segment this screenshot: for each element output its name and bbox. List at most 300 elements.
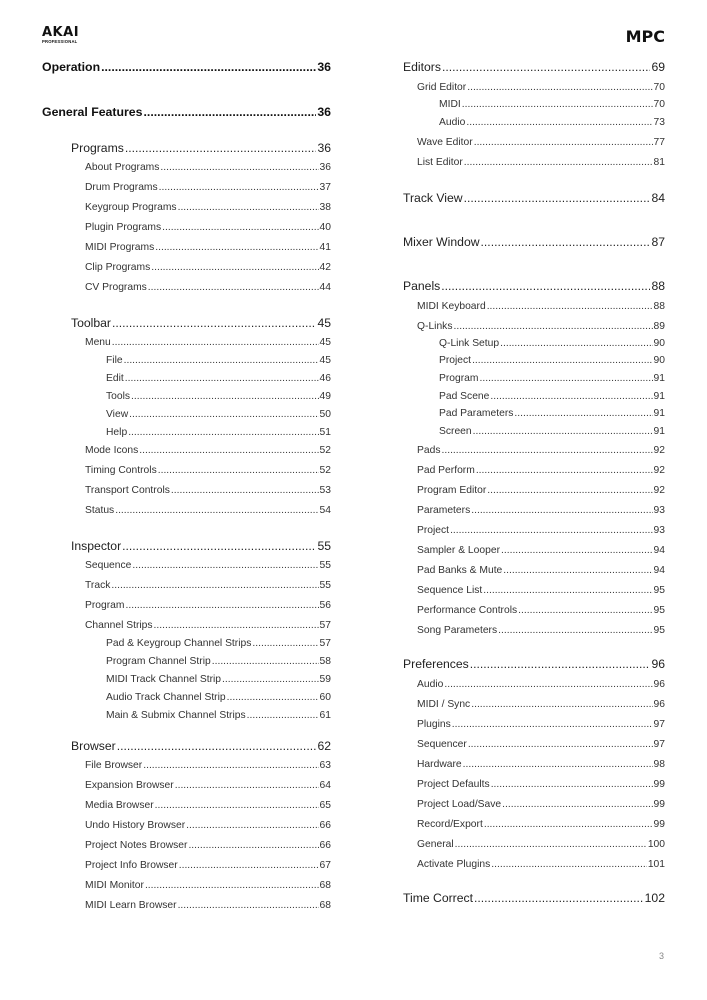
- toc-entry-title: Channel Strips: [85, 620, 153, 631]
- toc-entry-page: 91: [653, 426, 665, 437]
- toc-entry[interactable]: [85, 504, 331, 518]
- toc-entry-leader-dots: [128, 426, 318, 440]
- toc-entry-title: Pad Parameters: [439, 408, 514, 419]
- toc-entry-leader-dots: [453, 320, 652, 334]
- toc-entry-title: Q-Links: [417, 321, 453, 332]
- toc-entry-leader-dots: [171, 484, 319, 498]
- toc-entry-title: Hardware: [417, 759, 462, 770]
- toc-entry-leader-dots: [247, 709, 319, 723]
- toc-entry-title: Pad Perform: [417, 465, 475, 476]
- toc-entry-title: Sequence List: [417, 585, 483, 596]
- toc-entry-page: 99: [653, 819, 665, 830]
- toc-entry-leader-dots: [441, 444, 652, 458]
- toc-entry[interactable]: [417, 678, 665, 692]
- toc-entry-leader-dots: [487, 300, 653, 314]
- toc-entry-page: 96: [653, 679, 665, 690]
- toc-entry-page: 54: [319, 505, 331, 516]
- toc-entry-leader-dots: [143, 759, 318, 773]
- toc-entry[interactable]: [85, 799, 331, 813]
- toc-entry-page: 50: [319, 409, 331, 420]
- toc-entry-page: 102: [644, 891, 665, 905]
- toc-entry[interactable]: [71, 141, 331, 155]
- toc-entry-page: 37: [319, 182, 331, 193]
- toc-entry[interactable]: [403, 235, 665, 249]
- toc-entry[interactable]: [85, 181, 331, 195]
- toc-entry[interactable]: [85, 161, 331, 175]
- toc-entry[interactable]: [417, 738, 665, 752]
- toc-entry[interactable]: [85, 261, 331, 275]
- toc-entry-page: 84: [651, 191, 665, 205]
- toc-entry-page: 90: [653, 338, 665, 349]
- toc-entry-leader-dots: [476, 464, 653, 478]
- toc-entry-leader-dots: [514, 407, 652, 421]
- toc-entry-page: 81: [653, 157, 665, 168]
- toc-entry[interactable]: [439, 116, 665, 130]
- toc-entry-title: Wave Editor: [417, 137, 473, 148]
- toc-entry[interactable]: [85, 599, 331, 613]
- toc-entry-title: Screen: [439, 426, 472, 437]
- toc-entry-page: 68: [319, 900, 331, 911]
- toc-entry-title: Plugins: [417, 719, 451, 730]
- toc-entry-title: Sampler & Looper: [417, 545, 500, 556]
- toc-entry-leader-dots: [179, 859, 319, 873]
- toc-entry-leader-dots: [483, 584, 652, 598]
- toc-entry-leader-dots: [479, 372, 652, 386]
- toc-entry[interactable]: [106, 408, 331, 422]
- toc-entry-leader-dots: [111, 579, 318, 593]
- toc-entry-page: 93: [653, 505, 665, 516]
- toc-entry[interactable]: [85, 859, 331, 873]
- toc-entry-leader-dots: [131, 390, 318, 404]
- toc-entry[interactable]: [417, 604, 665, 618]
- toc-entry-title: Song Parameters: [417, 625, 498, 636]
- toc-entry-title: Time Correct: [403, 891, 473, 905]
- toc-entry-title: Pad Scene: [439, 391, 490, 402]
- toc-entry-title: MIDI Monitor: [85, 880, 144, 891]
- toc-entry-leader-dots: [154, 619, 319, 633]
- toc-entry-page: 45: [319, 355, 331, 366]
- toc-entry-title: Keygroup Programs: [85, 202, 177, 213]
- toc-entry[interactable]: [417, 504, 665, 518]
- toc-entry-page: 36: [319, 162, 331, 173]
- toc-entry-title: Program: [85, 600, 125, 611]
- toc-entry-leader-dots: [125, 599, 318, 613]
- toc-entry-page: 42: [319, 262, 331, 273]
- toc-entry-page: 66: [319, 820, 331, 831]
- toc-entry[interactable]: [85, 281, 331, 295]
- toc-entry-page: 62: [317, 739, 331, 753]
- toc-entry-page: 49: [319, 391, 331, 402]
- toc-entry[interactable]: [85, 899, 331, 913]
- toc-entry[interactable]: [403, 891, 665, 905]
- toc-entry-leader-dots: [462, 98, 653, 112]
- toc-entry[interactable]: [403, 657, 665, 671]
- toc-entry-title: Project: [417, 525, 450, 536]
- toc-entry[interactable]: [417, 858, 665, 872]
- toc-entry-title: Parameters: [417, 505, 471, 516]
- toc-entry-title: Undo History Browser: [85, 820, 186, 831]
- toc-entry-title: General Features: [42, 105, 143, 119]
- toc-entry-title: Clip Programs: [85, 262, 151, 273]
- toc-entry-title: Performance Controls: [417, 605, 518, 616]
- toc-entry[interactable]: [417, 444, 665, 458]
- toc-entry-leader-dots: [151, 261, 318, 275]
- toc-entry-title: Program Editor: [417, 485, 487, 496]
- toc-entry-page: 44: [319, 282, 331, 293]
- toc-entry-page: 96: [653, 699, 665, 710]
- toc-entry-page: 52: [319, 465, 331, 476]
- toc-entry[interactable]: [417, 584, 665, 598]
- toc-entry[interactable]: [85, 464, 331, 478]
- mpc-logo: MPC: [625, 27, 665, 46]
- toc-entry-page: 45: [317, 316, 331, 330]
- toc-entry-leader-dots: [155, 241, 318, 255]
- toc-entry-title: Tools: [106, 391, 131, 402]
- toc-entry[interactable]: [417, 698, 665, 712]
- toc-entry-page: 97: [653, 739, 665, 750]
- toc-entry[interactable]: [439, 372, 665, 386]
- toc-entry-title: Menu: [85, 337, 111, 348]
- toc-entry-title: Media Browser: [85, 800, 154, 811]
- toc-entry-page: 91: [653, 391, 665, 402]
- toc-entry-page: 97: [653, 719, 665, 730]
- toc-entry-title: Edit: [106, 373, 124, 384]
- toc-entry-page: 63: [319, 760, 331, 771]
- toc-entry-leader-dots: [463, 758, 653, 772]
- toc-entry[interactable]: [85, 879, 331, 893]
- toc-entry-leader-dots: [518, 604, 652, 618]
- toc-entry-leader-dots: [473, 425, 653, 439]
- toc-entry[interactable]: [439, 425, 665, 439]
- toc-entry-title: Status: [85, 505, 115, 516]
- toc-entry-page: 70: [653, 82, 665, 93]
- toc-entry-leader-dots: [143, 105, 316, 119]
- toc-entry-title: Help: [106, 427, 128, 438]
- toc-entry-title: CV Programs: [85, 282, 147, 293]
- toc-entry[interactable]: [403, 60, 665, 74]
- toc-entry-title: MIDI Track Channel Strip: [106, 674, 222, 685]
- toc-entry[interactable]: [42, 105, 331, 119]
- toc-entry-title: Operation: [42, 60, 101, 74]
- toc-entry[interactable]: [106, 691, 331, 705]
- toc-entry[interactable]: [85, 241, 331, 255]
- toc-entry-title: Track View: [403, 191, 463, 205]
- toc-entry[interactable]: [417, 778, 665, 792]
- toc-entry-leader-dots: [491, 778, 653, 792]
- toc-entry-leader-dots: [503, 564, 652, 578]
- akai-logo-word: AKAI: [42, 25, 80, 40]
- toc-entry-page: 89: [653, 321, 665, 332]
- toc-entry-title: Pads: [417, 445, 441, 456]
- toc-entry-title: Mixer Window: [403, 235, 480, 249]
- toc-entry-leader-dots: [139, 444, 318, 458]
- toc-entry[interactable]: [106, 426, 331, 440]
- toc-entry-page: 92: [653, 465, 665, 476]
- toc-entry-leader-dots: [117, 739, 317, 753]
- toc-entry-leader-dots: [129, 408, 318, 422]
- toc-entry-leader-dots: [188, 839, 318, 853]
- toc-entry-leader-dots: [148, 281, 319, 295]
- toc-entry-leader-dots: [222, 673, 319, 687]
- toc-entry-title: Browser: [71, 739, 116, 753]
- toc-entry-page: 99: [653, 799, 665, 810]
- toc-entry-leader-dots: [160, 161, 318, 175]
- toc-entry-leader-dots: [441, 279, 650, 293]
- toc-entry-leader-dots: [178, 899, 319, 913]
- toc-entry[interactable]: [417, 818, 665, 832]
- toc-entry-page: 59: [319, 674, 331, 685]
- toc-entry-title: Transport Controls: [85, 485, 170, 496]
- toc-entry-leader-dots: [491, 858, 647, 872]
- toc-entry[interactable]: [42, 60, 331, 74]
- toc-entry[interactable]: [403, 279, 665, 293]
- toc-entry[interactable]: [417, 81, 665, 95]
- toc-entry-leader-dots: [490, 390, 652, 404]
- toc-entry[interactable]: [417, 758, 665, 772]
- toc-entry-title: Editors: [403, 60, 441, 74]
- toc-entry-page: 87: [651, 235, 665, 249]
- toc-entry-page: 77: [653, 137, 665, 148]
- toc-entry-title: Project Info Browser: [85, 860, 178, 871]
- akai-logo: [42, 27, 90, 44]
- toc-entry[interactable]: [106, 673, 331, 687]
- toc-entry-page: 101: [647, 859, 665, 870]
- toc-entry-leader-dots: [178, 201, 319, 215]
- toc-entry-page: 61: [319, 710, 331, 721]
- toc-entry-leader-dots: [158, 464, 319, 478]
- toc-entry-leader-dots: [467, 81, 652, 95]
- toc-entry-title: Activate Plugins: [417, 859, 491, 870]
- toc-entry-leader-dots: [155, 799, 319, 813]
- toc-entry-leader-dots: [471, 698, 652, 712]
- toc-entry[interactable]: [417, 524, 665, 538]
- toc-entry[interactable]: [417, 544, 665, 558]
- toc-entry[interactable]: [417, 136, 665, 150]
- toc-entry[interactable]: [106, 354, 331, 368]
- toc-entry-title: View: [106, 409, 129, 420]
- toc-entry-title: MIDI / Sync: [417, 699, 471, 710]
- toc-entry[interactable]: [85, 839, 331, 853]
- toc-entry[interactable]: [439, 390, 665, 404]
- toc-entry-page: 55: [317, 539, 331, 553]
- toc-entry-leader-dots: [500, 337, 652, 351]
- toc-entry-title: Project: [439, 355, 472, 366]
- toc-entry-title: Audio: [439, 117, 466, 128]
- toc-entry-title: Plugin Programs: [85, 222, 162, 233]
- toc-entry[interactable]: [439, 407, 665, 421]
- toc-entry-title: Q-Link Setup: [439, 338, 500, 349]
- toc-entry-page: 41: [319, 242, 331, 253]
- toc-entry-leader-dots: [474, 891, 644, 905]
- toc-entry-title: Preferences: [403, 657, 469, 671]
- toc-entry-leader-dots: [442, 60, 651, 74]
- page-number: 3: [658, 951, 664, 961]
- toc-entry-leader-dots: [452, 718, 653, 732]
- toc-entry[interactable]: [71, 316, 331, 330]
- toc-entry-page: 68: [319, 880, 331, 891]
- toc-entry-leader-dots: [487, 484, 652, 498]
- toc-entry-page: 52: [319, 445, 331, 456]
- toc-entry-page: 69: [651, 60, 665, 74]
- toc-entry[interactable]: [417, 718, 665, 732]
- toc-entry-leader-dots: [125, 372, 319, 386]
- toc-entry-title: General: [417, 839, 454, 850]
- toc-entry-title: MIDI Keyboard: [417, 301, 486, 312]
- toc-entry-page: 57: [319, 638, 331, 649]
- toc-entry[interactable]: [85, 336, 331, 350]
- toc-entry-leader-dots: [125, 141, 317, 155]
- toc-entry-leader-dots: [186, 819, 318, 833]
- toc-entry[interactable]: [417, 156, 665, 170]
- toc-entry-title: Timing Controls: [85, 465, 157, 476]
- toc-entry[interactable]: [85, 579, 331, 593]
- toc-entry-title: Programs: [71, 141, 124, 155]
- toc-entry-leader-dots: [502, 798, 652, 812]
- toc-entry[interactable]: [71, 739, 331, 753]
- toc-entry[interactable]: [417, 320, 665, 334]
- toc-entry-title: Project Defaults: [417, 779, 490, 790]
- toc-entry-title: Audio: [417, 679, 444, 690]
- toc-entry-page: 73: [653, 117, 665, 128]
- toc-entry-page: 64: [319, 780, 331, 791]
- toc-entry-leader-dots: [470, 657, 651, 671]
- toc-entry-page: 70: [653, 99, 665, 110]
- toc-entry-title: Pad Banks & Mute: [417, 565, 503, 576]
- toc-entry-title: About Programs: [85, 162, 160, 173]
- toc-entry-leader-dots: [122, 539, 316, 553]
- toc-entry[interactable]: [106, 709, 331, 723]
- toc-entry[interactable]: [439, 354, 665, 368]
- toc-entry[interactable]: [439, 98, 665, 112]
- toc-entry-page: 57: [319, 620, 331, 631]
- toc-entry-title: Program Channel Strip: [106, 656, 211, 667]
- toc-entry-title: Sequence: [85, 560, 132, 571]
- toc-entry-page: 88: [651, 279, 665, 293]
- toc-entry-page: 92: [653, 445, 665, 456]
- toc-entry-leader-dots: [498, 624, 652, 638]
- toc-entry-title: Pad & Keygroup Channel Strips: [106, 638, 252, 649]
- toc-entry-title: Record/Export: [417, 819, 483, 830]
- toc-entry-title: MIDI Learn Browser: [85, 900, 177, 911]
- toc-entry-leader-dots: [112, 336, 319, 350]
- toc-entry-leader-dots: [481, 235, 651, 249]
- toc-entry-page: 60: [319, 692, 331, 703]
- toc-entry[interactable]: [106, 655, 331, 669]
- toc-entry-leader-dots: [115, 504, 318, 518]
- toc-entry-page: 91: [653, 408, 665, 419]
- toc-entry-leader-dots: [101, 60, 316, 74]
- toc-entry[interactable]: [417, 798, 665, 812]
- toc-entry[interactable]: [85, 484, 331, 498]
- toc-entry[interactable]: [85, 819, 331, 833]
- toc-entry[interactable]: [106, 372, 331, 386]
- toc-entry-leader-dots: [468, 738, 653, 752]
- toc-entry-page: 95: [653, 625, 665, 636]
- toc-entry[interactable]: [106, 390, 331, 404]
- toc-entry-leader-dots: [464, 191, 651, 205]
- toc-entry-leader-dots: [212, 655, 319, 669]
- toc-entry-title: Expansion Browser: [85, 780, 174, 791]
- toc-entry-leader-dots: [464, 156, 653, 170]
- toc-entry-leader-dots: [455, 838, 647, 852]
- toc-entry-leader-dots: [145, 879, 319, 893]
- toc-entry-page: 36: [317, 141, 331, 155]
- toc-entry-leader-dots: [444, 678, 652, 692]
- toc-entry-leader-dots: [501, 544, 653, 558]
- toc-entry-page: 94: [653, 545, 665, 556]
- toc-entry-page: 38: [319, 202, 331, 213]
- toc-entry[interactable]: [71, 539, 331, 553]
- toc-entry-title: Grid Editor: [417, 82, 467, 93]
- toc-entry-page: 88: [653, 301, 665, 312]
- toc-entry[interactable]: [417, 624, 665, 638]
- toc-entry-page: 45: [319, 337, 331, 348]
- toc-entry[interactable]: [85, 619, 331, 633]
- toc-entry-title: Project Load/Save: [417, 799, 502, 810]
- toc-entry-page: 96: [651, 657, 665, 671]
- toc-entry-page: 95: [653, 605, 665, 616]
- toc-entry-page: 65: [319, 800, 331, 811]
- toc-entry-page: 58: [319, 656, 331, 667]
- toc-entry-page: 51: [319, 427, 331, 438]
- toc-entry-leader-dots: [472, 354, 652, 368]
- toc-entry[interactable]: [85, 559, 331, 573]
- toc-entry[interactable]: [85, 201, 331, 215]
- toc-entry-page: 99: [653, 779, 665, 790]
- toc-entry-page: 67: [319, 860, 331, 871]
- toc-entry-leader-dots: [112, 316, 316, 330]
- toc-entry-leader-dots: [227, 691, 319, 705]
- toc-entry[interactable]: [417, 838, 665, 852]
- toc-entry-title: Toolbar: [71, 316, 111, 330]
- toc-entry-title: List Editor: [417, 157, 463, 168]
- toc-entry-page: 40: [319, 222, 331, 233]
- toc-entry-title: File Browser: [85, 760, 143, 771]
- toc-entry-leader-dots: [159, 181, 319, 195]
- toc-entry[interactable]: [85, 759, 331, 773]
- toc-entry[interactable]: [439, 337, 665, 351]
- toc-entry[interactable]: [417, 300, 665, 314]
- toc-entry-title: Mode Icons: [85, 445, 139, 456]
- toc-entry-title: Project Notes Browser: [85, 840, 188, 851]
- toc-entry-leader-dots: [124, 354, 319, 368]
- toc-entry-title: Panels: [403, 279, 441, 293]
- toc-entry[interactable]: [85, 779, 331, 793]
- toc-entry-page: 94: [653, 565, 665, 576]
- toc-entry-title: Track: [85, 580, 111, 591]
- toc-entry-leader-dots: [471, 504, 652, 518]
- toc-entry-page: 36: [317, 60, 331, 74]
- toc-entry[interactable]: [106, 637, 331, 651]
- toc-entry-title: Inspector: [71, 539, 122, 553]
- toc-entry-title: Audio Track Channel Strip: [106, 692, 226, 703]
- toc-entry[interactable]: [85, 221, 331, 235]
- toc-entry[interactable]: [417, 484, 665, 498]
- toc-entry[interactable]: [417, 564, 665, 578]
- toc-entry[interactable]: [403, 191, 665, 205]
- toc-entry[interactable]: [417, 464, 665, 478]
- toc-entry-title: Sequencer: [417, 739, 467, 750]
- toc-entry-page: 46: [319, 373, 331, 384]
- toc-entry[interactable]: [85, 444, 331, 458]
- toc-entry-page: 36: [317, 105, 331, 119]
- toc-entry-page: 95: [653, 585, 665, 596]
- toc-entry-leader-dots: [474, 136, 653, 150]
- toc-entry-page: 53: [319, 485, 331, 496]
- toc-entry-page: 92: [653, 485, 665, 496]
- toc-entry-title: Main & Submix Channel Strips: [106, 710, 246, 721]
- toc-entry-page: 55: [319, 580, 331, 591]
